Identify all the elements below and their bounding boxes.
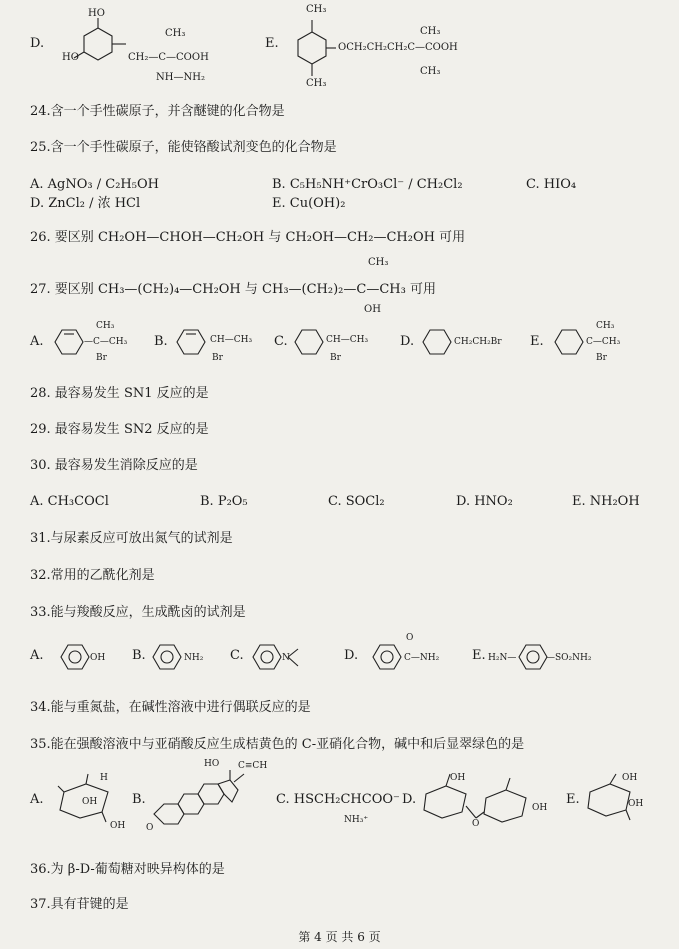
q27-option-b-label: B. [154, 334, 168, 349]
question-25: 25.含一个手性碳原子，能使铬酸试剂变色的化合物是 [30, 140, 337, 155]
q35-option-a-label: A. [30, 792, 44, 807]
q27-oh: OH [364, 304, 381, 315]
q33-c-n: N [282, 653, 290, 663]
question-26: 26. 要区别 CH₂OH—CHOH—CH₂OH 与 CH₂OH—CH₂—CH₂OH 可用 [30, 230, 466, 245]
q35-d-o: O [472, 819, 480, 829]
q23-e-ch3-c: CH₃ [420, 26, 441, 37]
q35-a-oh2: OH [110, 821, 126, 831]
q35-b-o: O [146, 823, 154, 833]
q33-option-c-label: C. [230, 648, 244, 663]
q27-d-chain: CH₂CH₂Br [454, 337, 502, 347]
q35-option-d-label: D. [402, 792, 417, 807]
q33-d-amide: C—NH₂ [404, 653, 440, 663]
q30-option-b: B. P₂O₅ [200, 494, 248, 509]
q27-c-br: Br [330, 353, 341, 363]
q35-option-c: C. HSCH₂CHCOO⁻ [276, 792, 400, 807]
q25-option-c: C. HIO₄ [526, 177, 577, 192]
q25-option-b: B. C₅H₅NH⁺CrO₃Cl⁻ / CH₂Cl₂ [272, 177, 463, 192]
q33-option-b-label: B. [132, 648, 146, 663]
q30-option-d: D. HNO₂ [456, 494, 513, 509]
q27-option-e-label: E. [530, 334, 544, 349]
q33-e-left: H₂N— [488, 653, 517, 663]
q27-c-chain: CH—CH₃ [326, 335, 369, 345]
q23-d-chain: CH₂—C—COOH [128, 52, 209, 63]
q27-a-chain: —C—CH₃ [84, 337, 128, 347]
q23-d-ch3: CH₃ [165, 28, 186, 39]
question-29: 29. 最容易发生 SN2 反应的是 [30, 422, 209, 437]
question-33: 33.能与羧酸反应，生成酰卤的试剂是 [30, 605, 246, 620]
q27-option-d-ring [418, 328, 458, 358]
q23-e-chain: OCH₂CH₂CH₂C—COOH [338, 42, 458, 53]
q23-e-ch3-bottom: CH₃ [306, 78, 327, 89]
q27-option-c-ring [290, 328, 330, 358]
q33-option-d-label: D. [344, 648, 359, 663]
q35-b-ho: HO [204, 759, 220, 769]
q35-e-oh2: OH [628, 799, 644, 809]
q27-a-br: Br [96, 353, 107, 363]
q30-option-e: E. NH₂OH [572, 494, 640, 509]
question-37: 37.具有苷键的是 [30, 897, 129, 912]
question-36: 36.为 β-D-葡萄糖对映异构体的是 [30, 862, 225, 877]
q27-e-ch3: CH₃ [596, 321, 615, 331]
q35-e-oh1: OH [622, 773, 638, 783]
q27-option-b-ring [172, 328, 212, 358]
q23-e-ch3-top: CH₃ [306, 4, 327, 15]
q25-option-e: E. Cu(OH)₂ [272, 196, 346, 211]
q30-option-c: C. SOCl₂ [328, 494, 385, 509]
q35-option-b-label: B. [132, 792, 146, 807]
question-24: 24.含一个手性碳原子，并含醚键的化合物是 [30, 104, 285, 119]
page-footer: 第 4 页 共 6 页 [298, 930, 381, 944]
q27-a-ch3: CH₃ [96, 321, 115, 331]
q27-option-d-label: D. [400, 334, 415, 349]
question-32: 32.常用的乙酰化剂是 [30, 568, 155, 583]
q35-a-oh1: OH [82, 797, 98, 807]
question-28: 28. 最容易发生 SN1 反应的是 [30, 386, 209, 401]
q27-ch3: CH₃ [368, 257, 389, 268]
q27-e-br: Br [596, 353, 607, 363]
q27-option-c-label: C. [274, 334, 288, 349]
q35-d-oh1: OH [450, 773, 466, 783]
q33-option-b-ring [148, 644, 188, 674]
q35-a-h: H [100, 773, 108, 783]
question-27: 27. 要区别 CH₃—(CH₂)₄—CH₂OH 与 CH₃—(CH₂)₂—C—CH₃ 可用 [30, 282, 436, 297]
q33-a-oh: OH [90, 653, 106, 663]
q35-option-e-label: E. [566, 792, 580, 807]
q35-c-nh3: NH₃⁺ [344, 815, 369, 825]
question-30: 30. 最容易发生消除反应的是 [30, 458, 198, 473]
q33-e-right: —SO₂NH₂ [546, 653, 592, 663]
q27-b-br: Br [212, 353, 223, 363]
question-31: 31.与尿素反应可放出氮气的试剂是 [30, 531, 233, 546]
question-35: 35.能在强酸溶液中与亚硝酸反应生成桔黄色的 C-亚硝化合物，碱中和后显翠绿色的是 [30, 737, 525, 752]
q33-d-o: O [406, 633, 414, 643]
q35-b-alkyne: C≡CH [238, 761, 268, 771]
q25-option-a: A. AgNO₃ / C₂H₅OH [30, 177, 159, 192]
q35-d-oh2: OH [532, 803, 548, 813]
q23-option-d-label: D. [30, 36, 45, 51]
q33-option-e-label: E. [472, 648, 486, 663]
q33-option-d-ring [368, 644, 408, 674]
q23-e-ch3-d: CH₃ [420, 66, 441, 77]
q33-b-nh2: NH₂ [184, 653, 204, 663]
q35-option-b-steroid [150, 768, 260, 838]
q33-option-a-label: A. [30, 648, 44, 663]
q27-b-chain: CH—CH₃ [210, 335, 253, 345]
q27-e-chain: C—CH₃ [586, 337, 621, 347]
q23-d-nh: NH—NH₂ [156, 72, 205, 83]
q27-option-a-label: A. [30, 334, 44, 349]
q27-option-e-ring [550, 328, 590, 358]
q23-d-ho-left: HO [62, 52, 79, 63]
q30-option-a: A. CH₃COCl [30, 494, 109, 509]
q23-d-ho-top: HO [88, 8, 105, 19]
q23-option-e-label: E. [265, 36, 279, 51]
question-34: 34.能与重氮盐，在碱性溶液中进行偶联反应的是 [30, 700, 311, 715]
q25-option-d: D. ZnCl₂ / 浓 HCl [30, 196, 141, 211]
